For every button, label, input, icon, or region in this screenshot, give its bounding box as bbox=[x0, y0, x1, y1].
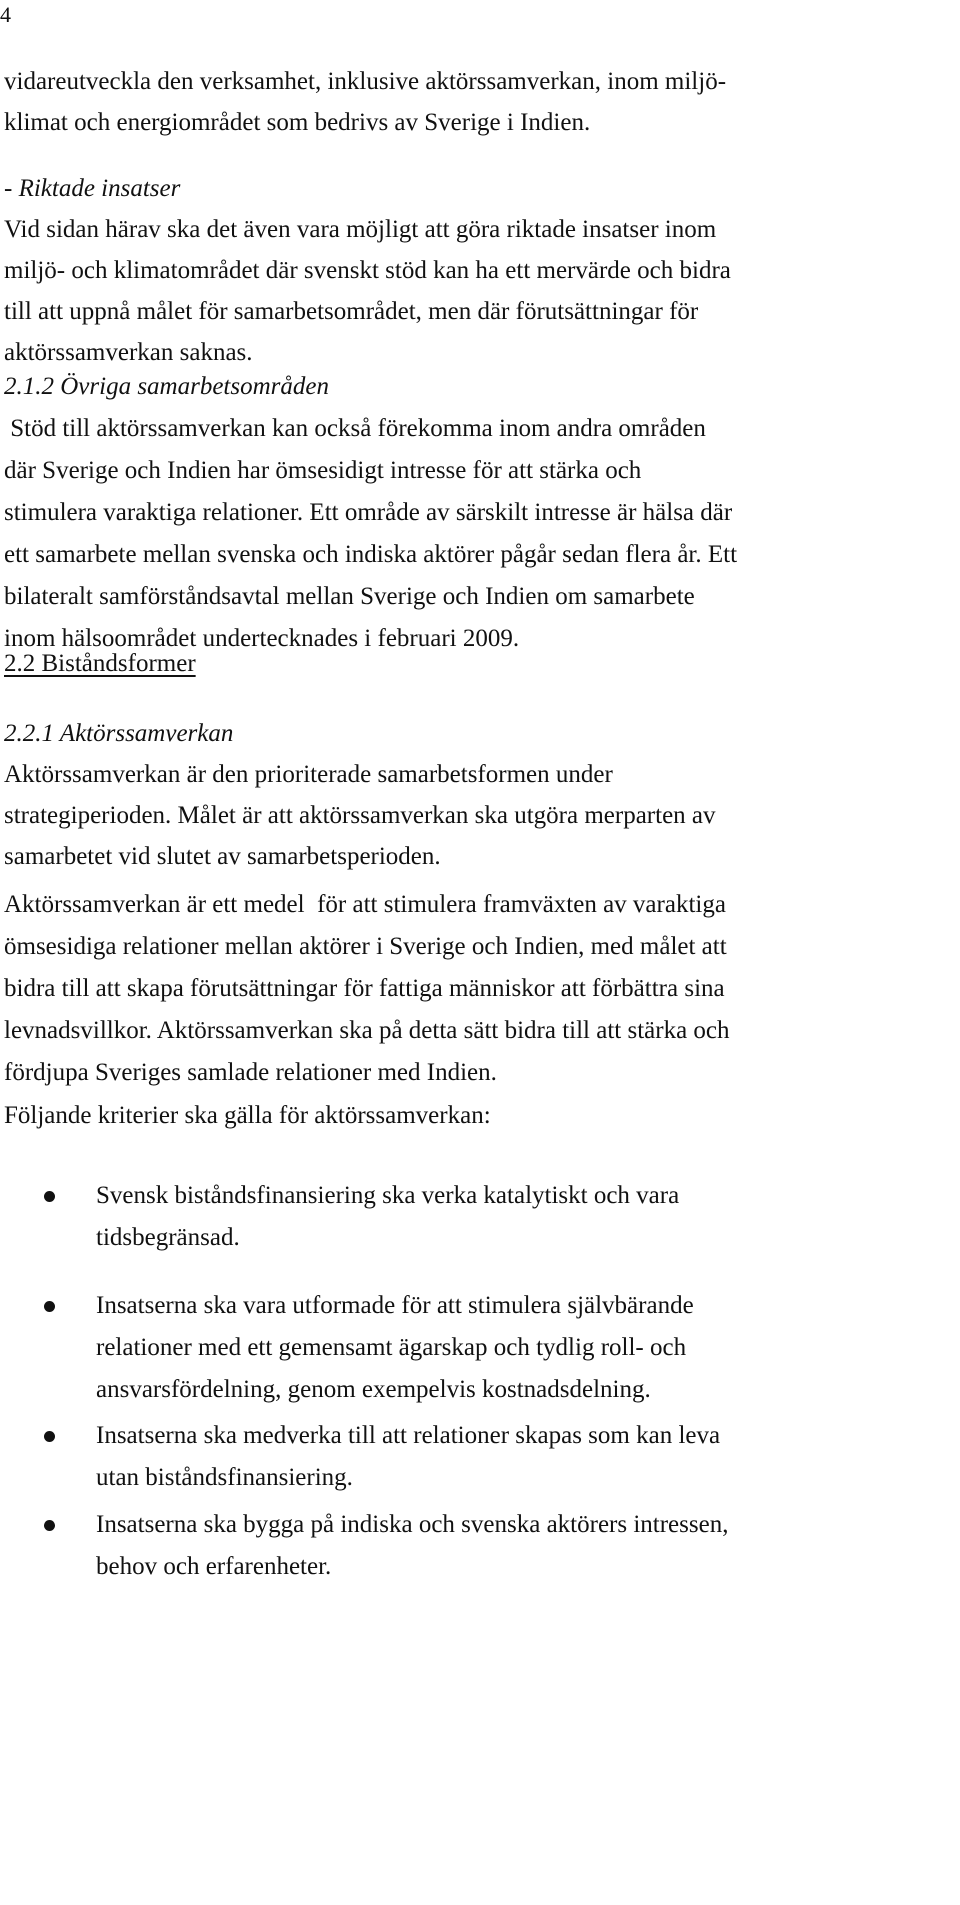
list-item-line: behov och erfarenheter. bbox=[96, 1553, 332, 1580]
bullet-icon bbox=[44, 1520, 55, 1531]
paragraph-line: fördjupa Sveriges samlade relationer med Indien. bbox=[4, 1059, 497, 1086]
list-item-line: tidsbegränsad. bbox=[96, 1224, 240, 1251]
section-2-2-1 bbox=[4, 713, 954, 877]
subheading-riktade-insatser: - Riktade insatser bbox=[4, 175, 181, 202]
page-number: 4 bbox=[0, 2, 11, 27]
paragraph-line: Följande kriterier ska gälla för aktörssamverkan: bbox=[4, 1102, 491, 1129]
paragraph-line: inom hälsoområdet undertecknades i februari 2009. bbox=[4, 625, 520, 652]
list-item-line: Insatserna ska vara utformade för att stimulera självbärande bbox=[96, 1292, 694, 1319]
paragraph-line: miljö- och klimatområdet där svenskt stöd kan ha ett mervärde och bidra bbox=[4, 257, 731, 284]
kriterier-intro bbox=[4, 1095, 954, 1137]
section-heading-2-1-2: 2.1.2 Övriga samarbetsområden bbox=[4, 373, 329, 400]
section-2-2 bbox=[4, 643, 954, 685]
bullet-icon bbox=[44, 1191, 55, 1202]
section-heading-2-2-1: 2.2.1 Aktörssamverkan bbox=[4, 720, 234, 747]
list-item-line: Svensk biståndsfinansiering ska verka katalytiskt och vara bbox=[96, 1182, 680, 1209]
medel-paragraph bbox=[4, 884, 954, 1094]
paragraph-line: bidra till att skapa förutsättningar för fattiga människor att förbättra sina bbox=[4, 975, 725, 1002]
paragraph-line: aktörssamverkan saknas. bbox=[4, 339, 253, 366]
paragraph-line: samarbetet vid slutet av samarbetsperioden. bbox=[4, 843, 441, 870]
paragraph-line: Vid sidan härav ska det även vara möjligt att göra riktade insatser inom bbox=[4, 216, 717, 243]
riktade-insatser-section bbox=[4, 168, 954, 373]
list-item-line: Insatserna ska medverka till att relationer skapas som kan leva bbox=[96, 1422, 721, 1449]
list-item-line: relationer med ett gemensamt ägarskap och tydlig roll- och bbox=[96, 1334, 687, 1361]
paragraph-line: strategiperioden. Målet är att aktörssamverkan ska utgöra merparten av bbox=[4, 802, 716, 829]
list-item-line: Insatserna ska bygga på indiska och svenska aktörers intressen, bbox=[96, 1511, 729, 1538]
paragraph-line: ömsesidiga relationer mellan aktörer i Sverige och Indien, med målet att bbox=[4, 933, 727, 960]
section-2-1-2 bbox=[4, 366, 954, 660]
paragraph-line: ett samarbete mellan svenska och indiska aktörer pågår sedan flera år. Ett bbox=[4, 541, 738, 568]
paragraph-line: Aktörssamverkan är ett medel för att stimulera framväxten av varaktiga bbox=[4, 891, 726, 918]
paragraph-line: Aktörssamverkan är den prioriterade samarbetsformen under bbox=[4, 761, 613, 788]
intro-paragraph bbox=[4, 61, 954, 143]
section-heading-2-2: 2.2 Biståndsformer bbox=[4, 650, 196, 677]
paragraph-line: där Sverige och Indien har ömsesidigt intresse för att stärka och bbox=[4, 457, 642, 484]
paragraph-line: Stöd till aktörssamverkan kan också förekomma inom andra områden bbox=[4, 415, 706, 442]
list-item-line: ansvarsfördelning, genom exempelvis kostnadsdelning. bbox=[96, 1376, 651, 1403]
list-item-line: utan biståndsfinansiering. bbox=[96, 1464, 353, 1491]
bullet-icon bbox=[44, 1301, 55, 1312]
paragraph-line: bilateralt samförståndsavtal mellan Sverige och Indien om samarbete bbox=[4, 583, 695, 610]
paragraph-line: levnadsvillkor. Aktörssamverkan ska på detta sätt bidra till att stärka och bbox=[4, 1017, 730, 1044]
paragraph-line: vidareutveckla den verksamhet, inklusive aktörssamverkan, inom miljö- bbox=[4, 68, 727, 95]
paragraph-line: klimat och energiområdet som bedrivs av Sverige i Indien. bbox=[4, 109, 591, 136]
bullet-icon bbox=[44, 1431, 55, 1442]
paragraph-line: stimulera varaktiga relationer. Ett område av särskilt intresse är hälsa där bbox=[4, 499, 733, 526]
paragraph-line: till att uppnå målet för samarbetsområdet, men där förutsättningar för bbox=[4, 298, 699, 325]
